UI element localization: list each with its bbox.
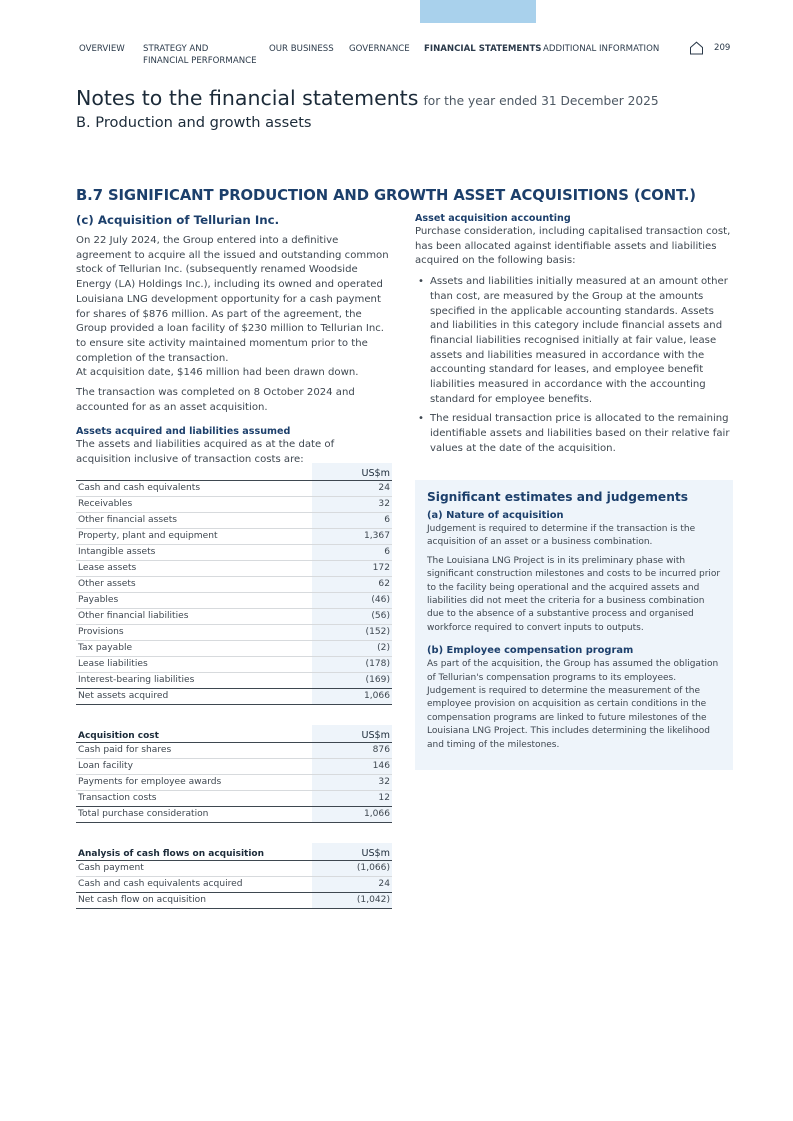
row-value: 1,367 xyxy=(363,531,390,541)
row-label: Cash payment xyxy=(78,863,144,873)
nav-our-business[interactable]: OUR BUSINESS xyxy=(269,44,334,54)
row-value: (2) xyxy=(377,643,390,653)
row-label: Receivables xyxy=(78,499,133,509)
row-value: 146 xyxy=(372,761,390,771)
table-row xyxy=(76,577,392,593)
total-label: Total purchase consideration xyxy=(78,809,209,819)
acquisition-drawdown-para: At acquisition date, $146 million had been drawn down. xyxy=(76,367,359,379)
nature-para-2: The Louisiana LNG Project is in its preliminary phase with significant construction milestones and costs to be incurred prior to the facility being operational and the acquired assets and liabilities did not meet the criteria for a business combination due to the absence of a substantive process and organised workforce required to convert inputs to outputs. xyxy=(427,555,721,633)
title-main: Notes to the financial statements xyxy=(76,86,419,110)
assets-intro: The assets and liabilities acquired as at the date of acquisition inclusive of transaction costs are: xyxy=(76,439,335,466)
row-value: 6 xyxy=(384,547,390,557)
row-value: 24 xyxy=(378,879,390,889)
acquisition-heading: (c) Acquisition of Tellurian Inc. xyxy=(76,213,280,227)
list-item: • Assets and liabilities initially measured at an amount other than cost, are measured by the Group at the amounts specified in the applicable accounting standards. Assets and liabilities in this category include financial assets and financial liabilities recognised initially at fair value, lease assets and liabilities measured in accordance with the accounting standard for leases, and employee benefit liabilities measured in accordance with the accounting standard for employee benefits. xyxy=(415,275,733,407)
total-label: Net assets acquired xyxy=(78,691,169,701)
nav-additional-information[interactable]: ADDITIONAL INFORMATION xyxy=(543,44,660,54)
page-title xyxy=(76,86,659,110)
cashflow-table-header xyxy=(76,843,392,861)
row-label: Transaction costs xyxy=(78,793,157,803)
table-row xyxy=(76,545,392,561)
home-icon[interactable] xyxy=(689,41,704,55)
column-header: US$m xyxy=(361,730,390,741)
estimates-title: Significant estimates and judgements xyxy=(427,490,688,504)
table-row xyxy=(76,609,392,625)
assets-table xyxy=(76,463,392,705)
table-total-row xyxy=(76,689,392,705)
table-row xyxy=(76,641,392,657)
cost-table-header xyxy=(76,725,392,743)
table-row xyxy=(76,791,392,807)
column-header: US$m xyxy=(361,468,390,479)
row-label: Cash and cash equivalents acquired xyxy=(78,879,243,889)
cashflow-table-heading: Analysis of cash flows on acquisition xyxy=(78,849,265,859)
compensation-para: As part of the acquisition, the Group has assumed the obligation of Tellurian's compensation programs to its employees. Judgement is required to determine the measurement of the employee provision on acquisition as certain conditions in the compensation programs are linked to future milestones of the Louisiana LNG Project. This includes determining the likelihood and timing of the milestones. xyxy=(427,659,719,750)
assets-heading: Assets acquired and liabilities assumed xyxy=(76,426,291,438)
title-period: for the year ended 31 December 2025 xyxy=(423,94,659,108)
table-total-row xyxy=(76,807,392,823)
total-value: 1,066 xyxy=(363,691,390,701)
table-total-row xyxy=(76,893,392,909)
total-value: (1,042) xyxy=(356,895,390,905)
row-value: (178) xyxy=(365,659,390,669)
nav-strategy-line2[interactable]: FINANCIAL PERFORMANCE xyxy=(143,56,257,66)
compensation-heading: (b) Employee compensation program xyxy=(427,645,634,657)
nature-para-1: Judgement is required to determine if the transaction is the acquisition of an asset or a business combination. xyxy=(427,524,696,548)
row-value: (1,066) xyxy=(356,863,390,873)
table-row xyxy=(76,775,392,791)
list-item: • The residual transaction price is allocated to the remaining identifiable assets and liabilities based on their relative fair values at the date of the acquisition. xyxy=(415,412,733,456)
accounting-basis-list xyxy=(415,275,733,456)
row-value: 24 xyxy=(378,483,390,493)
table-row xyxy=(76,497,392,513)
row-label: Other assets xyxy=(78,579,136,589)
acquisition-para: On 22 July 2024, the Group entered into a definitive agreement to acquire all the issued and outstanding common stock of Tellurian Inc. (subsequently renamed Woodside Energy (LA) Holdings Inc.), including its owned and operated Louisiana LNG development opportunity for a cash payment for shares of $876 million. As part of the agreement, the Group provided a loan facility of $230 million to Tellurian Inc. to ensure site activity maintained momentum prior to the completion of the transaction. xyxy=(76,235,389,364)
row-label: Payments for employee awards xyxy=(78,777,222,787)
asset-accounting-heading: Asset acquisition accounting xyxy=(415,213,571,224)
assets-table-header xyxy=(76,463,392,481)
nav-financial-statements[interactable]: FINANCIAL STATEMENTS xyxy=(424,44,542,54)
active-section-tab-marker xyxy=(420,0,536,23)
row-label: Other financial assets xyxy=(78,515,178,525)
table-row xyxy=(76,481,392,497)
row-value: 172 xyxy=(372,563,390,573)
row-value: 12 xyxy=(378,793,390,803)
table-row xyxy=(76,625,392,641)
table-row xyxy=(76,861,392,877)
asset-accounting-intro: Purchase consideration, including capitalised transaction cost, has been allocated against identifiable assets and liabilities acquired on the following basis: xyxy=(415,226,731,267)
row-label: Provisions xyxy=(78,627,124,637)
table-row xyxy=(76,513,392,529)
row-label: Tax payable xyxy=(78,643,133,653)
row-label: Property, plant and equipment xyxy=(78,531,218,541)
row-label: Other financial liabilities xyxy=(78,611,189,621)
row-label: Cash paid for shares xyxy=(78,745,172,755)
table-row xyxy=(76,657,392,673)
row-value: 6 xyxy=(384,515,390,525)
row-value: 62 xyxy=(378,579,390,589)
row-label: Payables xyxy=(78,595,119,605)
row-value: (152) xyxy=(365,627,390,637)
row-value: 32 xyxy=(378,777,390,787)
completion-para: The transaction was completed on 8 October 2024 and accounted for as an asset acquisition. xyxy=(76,387,355,413)
right-column xyxy=(415,213,733,462)
table-row xyxy=(76,673,392,689)
table-row xyxy=(76,561,392,577)
estimates-judgements-box xyxy=(415,480,733,770)
nature-heading: (a) Nature of acquisition xyxy=(427,510,564,521)
row-label: Lease assets xyxy=(78,563,137,573)
cashflow-table xyxy=(76,843,392,909)
nav-governance[interactable]: GOVERNANCE xyxy=(349,44,410,54)
row-label: Lease liabilities xyxy=(78,659,148,669)
total-label: Net cash flow on acquisition xyxy=(78,895,206,905)
nav-overview[interactable]: OVERVIEW xyxy=(79,44,125,54)
row-label: Intangible assets xyxy=(78,547,156,557)
row-value: (56) xyxy=(371,611,390,621)
row-label: Interest-bearing liabilities xyxy=(78,675,195,685)
page-number: 209 xyxy=(714,43,731,53)
table-row xyxy=(76,743,392,759)
row-value: (46) xyxy=(371,595,390,605)
row-label: Loan facility xyxy=(78,761,133,771)
table-row xyxy=(76,877,392,893)
acquisition-cost-table xyxy=(76,725,392,823)
row-label: Cash and cash equivalents xyxy=(78,483,201,493)
total-value: 1,066 xyxy=(363,809,390,819)
page-subtitle: B. Production and growth assets xyxy=(76,114,312,131)
nav-strategy[interactable]: STRATEGY AND xyxy=(143,44,209,54)
left-column xyxy=(76,213,392,473)
row-value: 876 xyxy=(372,745,390,755)
row-value: 32 xyxy=(378,499,390,509)
cost-table-heading: Acquisition cost xyxy=(78,731,159,741)
table-row xyxy=(76,759,392,775)
table-row xyxy=(76,529,392,545)
row-value: (169) xyxy=(365,675,390,685)
column-header: US$m xyxy=(361,848,390,859)
top-navigation xyxy=(0,43,793,67)
table-row xyxy=(76,593,392,609)
section-heading: B.7 SIGNIFICANT PRODUCTION AND GROWTH ASSET ACQUISITIONS (CONT.) xyxy=(76,187,696,204)
